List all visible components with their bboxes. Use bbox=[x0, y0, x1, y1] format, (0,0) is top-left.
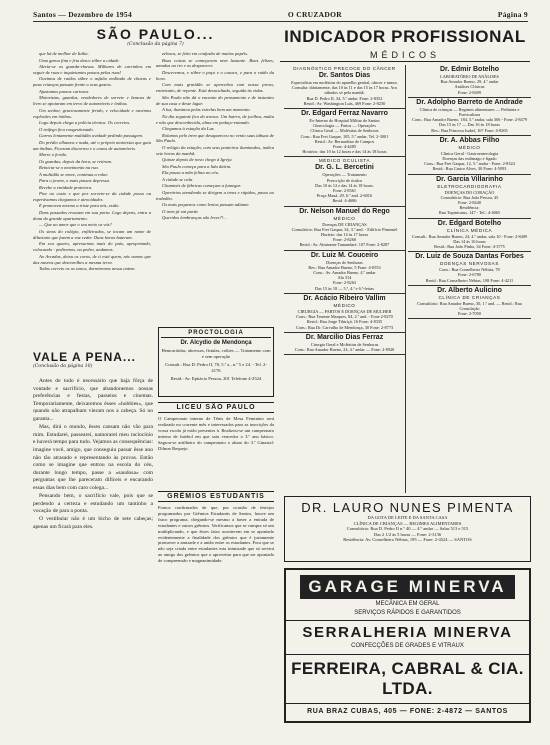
sao-paulo-paragraph: No dia seguinte fico do avesso. Um bairro, de joelhos, malta e não que desconhecida, alma em pedaço-entando. bbox=[156, 113, 274, 125]
garage-line-1: MECÂNICA EM GERAL bbox=[375, 601, 440, 607]
sao-paulo-paragraph: Chegamos à estação da Luz. bbox=[162, 126, 215, 132]
page-header bbox=[33, 8, 528, 22]
sao-paulo-paragraph: Alerta-se os guarda-chuvas. Milhares de carrinhos em seguir de ruas e inquietantes passos pelas ruas! bbox=[33, 64, 151, 75]
doctor-card-line: CIRURGIA — PARTOS E DOENÇAS DE MULHER bbox=[297, 308, 392, 314]
doctor-card bbox=[408, 252, 531, 286]
doctor-card-line: Fone: 2-8260 bbox=[332, 237, 357, 243]
doctor-card-line: DOENÇAS DO CORAÇÃO bbox=[444, 189, 495, 195]
firm-name: FERREIRA, CABRAL & CIA. LTDA. bbox=[286, 654, 529, 699]
doctor-card-line: Resid.: Rua Jorge Tibiriçá, 16 Fone: 4-8335 bbox=[306, 319, 383, 325]
doctor-card-line: Resid.: Av. Almirante Tamandaré, 107 Fone: 2-8287 bbox=[299, 242, 390, 248]
sao-paulo-paragraph: Motoristas, guardas, vendedores de sorvete e bancas de livro se apoiaram em trevo de automóveis e ônibus. bbox=[33, 95, 151, 107]
liceu-title: LICEU SÃO PAULO bbox=[158, 402, 274, 413]
sao-paulo-paragraph: Logo depois chega a polícia técnica. Os correios. bbox=[39, 120, 131, 126]
doctor-card-line: Análises Clínicas bbox=[454, 84, 485, 90]
sao-paulo-paragraph: O trem já vai partir. bbox=[162, 208, 199, 214]
doctor-card-line: Res.: Rua Amador Bueno, 5 Fone: 4-0553 bbox=[308, 264, 381, 270]
doctor-specialty: ELETROCARDIOGRAFIA bbox=[437, 183, 502, 189]
doctor-card-line: Rua D. Pedro II, 34, 5.º andar. Fone: 2-8352 bbox=[306, 95, 383, 101]
doctor-card-line: Doenças DE CRIANÇAS bbox=[322, 221, 367, 227]
doctor-card bbox=[408, 175, 531, 219]
doctor-card-line: Cons.: Av. Amador Bueno, 4.º andar bbox=[313, 270, 376, 276]
doctor-card bbox=[284, 294, 405, 333]
doctor-name: Dr. Luiz de Souza Dantas Forbes bbox=[415, 253, 524, 261]
doctor-card-line: Fone: 4-4485 bbox=[332, 144, 357, 150]
liceu-body: O Campeonato interno de Tênis de Mesa Feminino será realizado no corrente mês e interessados para as inscrições da vossa escola já estão presentes à. Realizou-se um campeonato interno de futebol em que saiu vencedor o 3.º ano básico. Sagrou-se artilheiro do campeonato o aluno do 3.º Ginasial: Dilmar Requejo. bbox=[158, 416, 274, 451]
sao-paulo-paragraph: Reinicia-se o movimento na rua. bbox=[39, 165, 99, 171]
doctor-specialty: CLÍNICA DE CRIANÇAS bbox=[438, 294, 501, 300]
indicador-left-column bbox=[284, 65, 406, 493]
doctor-name: Dr. Marcilio Dias Ferraz bbox=[305, 333, 384, 341]
lauro-line-5: Residência: Av. Conselheiro Nébias, 195 — Fone: 2-4524 — SANTOS bbox=[343, 537, 472, 542]
gremios-title: GRÊMIOS ESTUDANTIS bbox=[158, 491, 274, 502]
sao-paulo-paragraph: São Paulo não dá o encanto do pensamento e de instantes de sua casa e deste lugar. bbox=[156, 94, 274, 106]
vale-a-pena-paragraph: Pensando bem, o sacrifício vale, pois que se perdendo a certeza e estudando um tantinho a vocação de para a ponta. bbox=[33, 493, 153, 515]
doctor-card-line: Operações — Tratamento bbox=[322, 172, 367, 178]
doctor-name: Dr. G. L. Bercetini bbox=[315, 164, 374, 172]
doctor-card-line: Rua Amador Bueno, 29, 4.º andar bbox=[440, 79, 499, 85]
doctor-card-line: Horários: das 10 às 12 horas e das 14 às 18 horas bbox=[302, 149, 387, 155]
doctor-name: Dr. Edmir Botelho bbox=[439, 66, 500, 73]
lauro-line-2: CLÍNICA DE CRIANÇAS — REGIMES ALIMENTARES bbox=[353, 520, 462, 526]
lauro-pimenta-ad bbox=[284, 496, 531, 562]
sao-paulo-paragraph: Para o jovem, o mais passos depressa. bbox=[39, 178, 111, 184]
doctor-specialty: MÉDICO bbox=[333, 215, 356, 221]
garage-minerva-ad bbox=[284, 568, 531, 723]
sao-paulo-title: SÃO PAULO... bbox=[96, 26, 215, 42]
doctor-card bbox=[284, 251, 405, 294]
doctor-name: Dr. Alberto Aulicino bbox=[437, 286, 502, 294]
vale-a-pena-paragraph: Antes de tudo é necessário que haja fôrça de vontade e sacrifício, que abandonemos nossas preferências e festas, passeios e cinemas. Temporariamente, deixaremos êsses «hobbies», que quando não atrapalham vieram nos a cabeça. Só no garanta... bbox=[33, 378, 153, 422]
doctor-name: Dr. Luiz M. Couceiro bbox=[310, 251, 379, 259]
doctor-card-line: Cons.: Rua Frei Gaspar, 12, 5.º andar - Fone: 2-8324 bbox=[424, 161, 515, 167]
doctor-card-line: LABORATÓRIO DE ANÁLISES bbox=[440, 74, 499, 79]
doctor-card bbox=[408, 219, 531, 253]
firm-address: RUA BRAZ CUBAS, 405 — FONE: 2-4872 — SANTOS bbox=[286, 703, 529, 715]
doctor-card-line: Praça Mauá, 29, 6.º and. 2-6016 bbox=[316, 193, 373, 199]
doctor-card-line: Consultório: Rua Frei Gaspar, 34, 3.º and. - Edifício Pimentel bbox=[291, 226, 398, 232]
doctor-card bbox=[408, 136, 531, 175]
indicador-subtitle: MÉDICOS bbox=[280, 50, 530, 62]
doctor-card bbox=[284, 65, 405, 109]
doctor-card-line: Resid.: Rua João Pinho, 34 Fone: 4-3775 bbox=[434, 244, 505, 250]
doctor-card-line: Clínica Geral — Moléstias de Senhoras bbox=[310, 128, 379, 134]
doctor-card-line: Das 14 às 16 horas bbox=[453, 238, 486, 244]
doctor-card-line: Fone: 2-7050 bbox=[457, 311, 482, 317]
sao-paulo-paragraph: O relógio da estação, com seus ponteiros iluminados, indica sete horas da manhã. bbox=[156, 144, 274, 156]
doctor-card-line: Doenças das estômago e figado bbox=[442, 156, 497, 162]
vale-a-pena-continuation: (Conclusão da página 10) bbox=[33, 364, 93, 369]
doctor-card-line: Fone: 2-8409 bbox=[457, 89, 482, 95]
doctor-specialty: MÉDICO bbox=[458, 144, 481, 150]
doctor-specialty: MÉDICO bbox=[333, 302, 356, 308]
vale-a-pena-body bbox=[33, 378, 153, 723]
sao-paulo-paragraph: Queridos lembranças são leves?!... bbox=[162, 215, 227, 221]
doctor-card bbox=[284, 109, 405, 157]
doctor-card-line: Cons.: Rua Frei Gaspar, 105, 5.º andar, Tel. 2-3001 bbox=[300, 133, 389, 139]
doctor-card-line: Cons.: Rua Amador Bueno, 24, 4.º andar — Fone: 2-8928 bbox=[294, 346, 395, 352]
sao-paulo-paragraph: A multidão se move, continua a rolar. bbox=[39, 171, 108, 177]
sao-paulo-paragraph: A cidade se cala. bbox=[162, 176, 194, 182]
sao-paulo-column-2 bbox=[156, 51, 274, 319]
lauro-line-4: Das 2 1/2 às 5 horas — Fone: 2-3136 bbox=[373, 531, 442, 537]
doctor-card-line: Resid.: Av. Washington Luís, 469 Fone: 2-8230 bbox=[303, 100, 386, 106]
sao-paulo-paragraph: Os sinos do colégio, enfileirados, se tocam um nome de diluviano que fazem a voz ceder. Duas horas bateram. bbox=[33, 228, 151, 240]
sao-paulo-paragraph: que há de melhor de Itália. bbox=[39, 51, 89, 56]
lauro-name: DR. LAURO NUNES PIMENTA bbox=[301, 500, 514, 515]
doctor-card-line: Fone: 2-6780 bbox=[457, 272, 482, 278]
serralheria-title: SERRALHERIA MINERVA bbox=[286, 620, 529, 641]
header-date: Santos — Dezembro de 1954 bbox=[33, 10, 133, 19]
vale-a-pena-heading bbox=[33, 350, 153, 376]
proctologia-title: PROCTOLOGIA bbox=[161, 330, 271, 338]
doctor-name: Dr. Garcia Villarinho bbox=[436, 175, 503, 183]
doctor-card-line: Fone: 2-8263 bbox=[332, 280, 357, 286]
proctologia-line-3: Resid.: Av. Epitácio Pessoa, 201 Telefone 4-2524 bbox=[170, 375, 262, 381]
doctor-card bbox=[408, 286, 531, 320]
doctor-specialty: MÉDICO OCULISTA bbox=[318, 158, 371, 164]
doctor-card-line: Resid.: Rua Conselheiro Nébias, 108 Fone: 4-4211 bbox=[425, 277, 514, 283]
doctor-card-line: Das 15 às 18 — 5.ª, 4.ª e 6.ª-feiras bbox=[315, 285, 374, 291]
doctor-card-line: Consultório: Rua Amador Bueno, 30, 1.º and. — Resid.: Rua Consolação bbox=[417, 300, 522, 312]
doctor-card-line: Consult.: Rua Amador Bueno, 24, 4.º andar, sala 10 - Fone: 2-8409 bbox=[411, 233, 528, 239]
sao-paulo-heading bbox=[33, 26, 278, 46]
doctor-specialty: DIAGNÓSTICO PRECOCE DO CÂNCER bbox=[293, 66, 396, 71]
doctor-card-line: Fone: 2-8440 bbox=[457, 200, 482, 206]
doctor-card-line: Cons.: Rua Conselheiro Nébias, 78 bbox=[439, 267, 500, 273]
sao-paulo-paragraph: Rolamos pelo trem que desapareceu no vento suas tábuas de São Paulo. bbox=[156, 132, 274, 144]
proctologia-ad bbox=[158, 327, 274, 397]
proctologia-line-1: Hemorróidas, abcessos, fístulas, colites — Tratamento com e sem operação bbox=[161, 348, 271, 359]
doctor-card-line: Clínica Geral - Gastroenterologia bbox=[440, 150, 499, 156]
sao-paulo-paragraph: Todos correto os os sonos, dormiremos nessa ontem. bbox=[39, 266, 136, 272]
doctor-card-line: Rua Tupinicatus, 147 - Tel.: 4-4065 bbox=[438, 210, 501, 216]
sao-paulo-paragraph: Ela pousa a mão felina ao céu. bbox=[162, 170, 220, 176]
sao-paulo-paragraph: Do prédio olhamos e nada, até o próprio motorista que guia um ônibus. Ficaram discorreu e o canos de automóveis. bbox=[33, 139, 151, 151]
vale-a-pena-paragraph: O vestibular não é um bicho de sete cabeças; apenas um ficará para eles. bbox=[33, 516, 153, 531]
doctor-card-line: Clínica de crianças — Regimes alimentares — Pediatria e Puericultura bbox=[419, 106, 520, 118]
sao-paulo-paragraph: — Que ao amor que o seu meio os vós? bbox=[39, 222, 112, 228]
sao-paulo-paragraph: Os guardas, depois da hora, se retiram. bbox=[39, 158, 113, 164]
gremios-article bbox=[158, 491, 274, 721]
sao-paulo-paragraph: Desceremos, e sôbre o paço e o casaco, e para o ruído da hora. bbox=[156, 69, 274, 81]
sao-paulo-paragraph: Ajustamos passos curiosos. bbox=[39, 88, 90, 94]
liceu-article bbox=[158, 402, 274, 488]
doctor-card-line: Ex-Interno do Hospital Militar de Santos bbox=[309, 118, 380, 124]
sao-paulo-paragraph: O tráfego fica congestionado. bbox=[39, 126, 94, 132]
sao-paulo-paragraph: São Paulo começa para a lida diária. bbox=[162, 163, 232, 169]
sao-paulo-paragraph: Recebe a entidade protetora. bbox=[39, 184, 93, 190]
vale-a-pena-paragraph: Mas, dirá o mundo, êsses cansam não vão para mim. Estudarei, passearei, namorarei meu raciocínio e haverá tempo para tudo. Vejamos as consequências: imagine você, amigo, que conseguiu passar êsse ano não tão atrasado e representando às provas. Então como se imagine que entrou na escola do céu, durante longo tempo, passe a «saudosa» com perguntas que lhe pareceram difíceis e encarando essas dias bem com caro colega... bbox=[33, 424, 153, 491]
sao-paulo-paragraph: Quinze depois de novo chego à Igreja. bbox=[162, 157, 233, 163]
doctor-card-line: Fone: 2-8361 bbox=[332, 188, 357, 194]
doctor-card-line: Resid.: Rua Castro Alves, 30 Fone: 4-5093 bbox=[432, 166, 507, 172]
doctor-card-line: Ginecologia — Partos — Operações bbox=[313, 123, 376, 129]
sao-paulo-paragraph: Ouvimos de ruídos sôbre o asfalto molhado de chuvas e paus crianças passam frente a seus gastos. bbox=[33, 76, 151, 88]
sao-paulo-paragraph: Dans passados ressoam em sua porta. Logo depois, entra a dona do grande apartamento. bbox=[33, 209, 151, 221]
doctor-card-line: Resid. 4-4686 bbox=[332, 198, 357, 204]
sao-paulo-paragraph: Os mais pequenos como lentos passam adiante. bbox=[162, 202, 250, 208]
sao-paulo-paragraph: E promoveu mesmo a triste para nós, estão. bbox=[39, 203, 120, 209]
doctor-name: Dr. A. Abbas Filho bbox=[439, 136, 500, 144]
sao-paulo-paragraph: Operários atendendo se dirigem a trens e rápidos, passo ao trabalho. bbox=[156, 189, 274, 201]
doctor-card bbox=[284, 207, 405, 251]
doctor-card bbox=[284, 333, 405, 355]
sao-paulo-paragraph: Pior ao custo e que por sorveto-se da cidade posso ou esperávamos chegamos e atrocidades. bbox=[33, 191, 151, 202]
doctor-card-line: Consultório: Rua João Pessoa, 45 bbox=[440, 194, 499, 200]
doctor-card-line: Residência: bbox=[459, 205, 480, 211]
doctor-card bbox=[408, 98, 531, 136]
header-page-number: Página 9 bbox=[497, 10, 528, 19]
serralheria-line: CONFECÇÕES DE GRADES E VITRAUX bbox=[351, 643, 464, 649]
doctor-specialty: CLÍNICA MÉDICA bbox=[446, 227, 493, 233]
lauro-line-1: DA GOTA DE LEITE E DA SANTA CASA bbox=[367, 515, 448, 520]
indicador-title: INDICADOR PROFISSIONAL bbox=[284, 27, 526, 46]
doctor-card-line: Ala 314 bbox=[337, 275, 352, 281]
doctor-card-line: Das 15 às 17 — Das 16 às 18 horas bbox=[439, 122, 500, 128]
sao-paulo-paragraph: Boas coisas se começaram nem lastante. Boas felizes, amadas ao rio e os desparecer. bbox=[156, 57, 274, 69]
doctor-card-line: Cons.: Rua Amador Bueno, 184, 5.º andar, sala 306 - Fone: 2-8479 bbox=[411, 117, 527, 123]
sao-paulo-paragraph: Em seu quarto, apressemos mais do país, apropriando, colocando - pediremos, na pedra, andamos. bbox=[33, 241, 151, 253]
garage-line-2: SERVIÇOS RÁPIDOS E GARANTIDOS bbox=[354, 610, 461, 616]
proctologia-line-2: Consult.: Rua D. Pedro II, 70, 5.º a., n.º 5 e 24. - Tel. 2-4176 bbox=[165, 361, 267, 373]
sao-paulo-paragraph: Chaminés de fábricas começam a fumegar. bbox=[162, 183, 242, 189]
sao-paulo-paragraph: Um senhor, graciosamente ferido, e velocidade e ouvimos explosões em ônibus. bbox=[33, 107, 151, 119]
sao-paulo-paragraph: zelosos, se feito em confusão de muitos papéis. bbox=[162, 51, 249, 56]
doctor-name: Dr. Santos Dias bbox=[318, 72, 371, 79]
doctor-card-line: Horário: das 14 às 17 horas bbox=[320, 232, 369, 238]
doctor-card-line: Cons.: Rua Tenente Marques, 84, 2.º and. - Fone 2-8270 bbox=[296, 314, 393, 320]
doctor-card-line: Doenças de Senhoras bbox=[326, 259, 363, 265]
doctor-card-line: Consulta: diàriamente, das 10 às 11 e das 15 às 17 horas. Aos sábados só pela manhã. bbox=[291, 85, 398, 96]
doctor-specialty: DOENÇAS NERVOSAS bbox=[439, 261, 500, 267]
doctor-card-line: Resid.: Av. Bernardino de Campos bbox=[314, 138, 375, 144]
lauro-line-3: Consultório: Rua D. Pedro II n.º 40 — 4.º andar — Salas 513 e 515 bbox=[346, 526, 469, 531]
sao-paulo-paragraph: Garros lentamente multidão avidade pedindo passagem. bbox=[39, 133, 143, 139]
header-newspaper-title: O CRUZADOR bbox=[287, 10, 342, 19]
gremios-body: Fomos confirmados de que, por ocasião de festejos programados por Grêmios Estudantis de Santos, houve um fraco programa, chegando-se mesmo a haver a entrada de estudantes e outros grêmios. Verificamos que se cumpra só um multiplicando, e que êsses fatos acontecem em se apontado evidentemente a finalidade dos grêmios que é justamente promover a amizade e a união entre os estudantes. Fora que se não seja criada entre estudantes esta inimizade que só servirá ao amigo dos grêmios que o aproveitar para que ser apontado de compreensão e magnanimidade. bbox=[158, 505, 274, 564]
doctor-card-line: Especialista em moléstias do aparelho genital, câncer e tumor. bbox=[291, 80, 398, 85]
sao-paulo-paragraph: Morre o ferido. bbox=[39, 152, 68, 158]
doctor-name: Dr. Edgard Botelho bbox=[437, 219, 502, 227]
garage-title: GARAGE MINERVA bbox=[300, 575, 514, 599]
doctor-card-line: Cons.: Rua Dr. Carvalho de Mendonça, 30 Fone: 2-8773 bbox=[295, 324, 394, 330]
doctor-name: Dr. Adolpho Barreto de Andrade bbox=[416, 98, 523, 106]
doctor-card bbox=[408, 65, 531, 98]
sao-paulo-paragraph: Com mais gratidão se apercebeu com nossa prova, entretanto, de repente. Está desocultado, seguida às vidas. bbox=[156, 82, 274, 94]
doctor-card-line: Cirurgia Geral e Moléstias de Senhoras bbox=[310, 341, 379, 347]
sao-paulo-column-1 bbox=[33, 51, 151, 347]
sao-paulo-paragraph: A luz, iluminou pelas estrelas bem um momento. bbox=[162, 107, 251, 113]
doctor-card-line: Prescrição de óculos bbox=[326, 177, 363, 183]
proctologia-doctor: Dr. Alcydio de Mendonça bbox=[180, 340, 252, 346]
doctor-card bbox=[284, 157, 405, 206]
doctor-name: Dr. Acácio Ribeiro Vallim bbox=[303, 294, 386, 302]
sao-paulo-continuation: (Conclusão da página 7) bbox=[127, 42, 184, 46]
sao-paulo-paragraph: Uma garoa fina e fria desce sôbre a cidade. bbox=[39, 57, 120, 63]
doctor-name: Dr. Nelson Manuel do Rego bbox=[299, 207, 390, 215]
doctor-name: Dr. Edgard Ferraz Navarro bbox=[301, 110, 388, 118]
indicador-right-column bbox=[408, 65, 531, 493]
doctor-card-line: Das 10 às 12 e das 14 às 18 horas. bbox=[315, 182, 374, 188]
doctor-card-line: Res.: Rua Princesa Isabel, 167 Fone: 4-8265 bbox=[431, 127, 508, 133]
vale-a-pena-title: VALE A PENA... bbox=[33, 350, 136, 364]
sao-paulo-paragraph: Ao Arcadas, deixa os coros, de ti está quem, nós vamos que das nuvens que desenrolhes a mesma terra. bbox=[33, 253, 151, 265]
